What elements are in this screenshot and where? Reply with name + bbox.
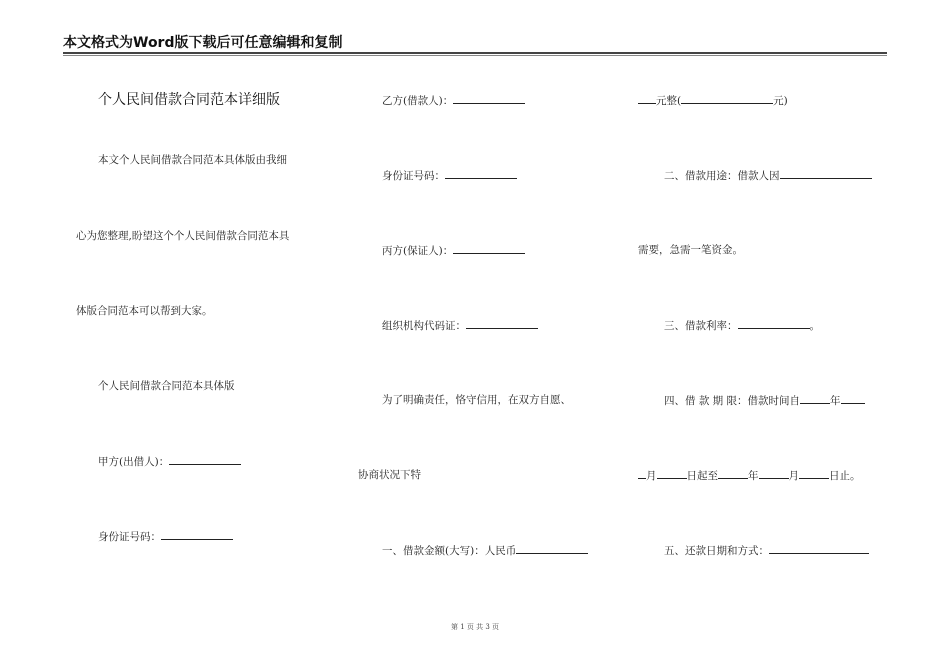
purpose-line-1: 为了明确责任，恪守信用，在双方自愿、 <box>382 394 571 406</box>
amount-yuan-text-2: 元) <box>773 95 788 107</box>
term-month-lead-blank <box>638 468 646 479</box>
intro-line-1: 本文个人民间借款合同范本具体版由我细 <box>98 154 287 166</box>
loan-purpose-line-2: 需要，急需一笔资金。 <box>638 244 743 256</box>
loan-term-row <box>664 393 865 408</box>
loan-purpose-blank <box>780 168 872 179</box>
party-b-label: 乙方(借款人)： <box>382 95 454 107</box>
repayment-row <box>664 543 869 558</box>
interest-rate-row <box>664 318 820 333</box>
id-number-a-blank <box>161 529 233 540</box>
loan-amount-label: 一、借款金额(大写)：人民币 <box>382 545 517 557</box>
id-number-b-blank <box>445 168 517 179</box>
id-number-a-label: 身份证号码： <box>98 531 161 543</box>
term-year2-blank <box>718 468 748 479</box>
interest-rate-label: 三、借款利率： <box>664 320 738 332</box>
interest-rate-end: 。 <box>809 320 820 332</box>
party-b-row <box>382 93 525 108</box>
org-code-blank <box>466 318 538 329</box>
header-rule-thick <box>63 52 887 54</box>
loan-term-row-2 <box>638 468 861 483</box>
purpose-line-2: 协商状况下特 <box>358 469 421 481</box>
repayment-blank <box>769 543 869 554</box>
interest-rate-blank <box>738 318 810 329</box>
amount-yuan-row <box>638 93 788 108</box>
party-a-row <box>98 454 241 469</box>
term-day2-blank <box>799 468 829 479</box>
contract-subtitle: 个人民间借款合同范本具体版 <box>98 380 235 392</box>
party-c-label: 丙方(保证人)： <box>382 245 454 257</box>
term-day-end-label: 日止。 <box>829 470 861 482</box>
loan-purpose-label: 二、借款用途：借款人因 <box>664 170 780 182</box>
term-day-from-label: 日起至 <box>686 470 718 482</box>
loan-term-label: 四、借 款 期 限：借款时间自 <box>664 395 801 407</box>
id-number-a-row <box>98 529 233 544</box>
org-code-row <box>382 318 538 333</box>
amount-yuan-blank-1 <box>638 93 656 104</box>
org-code-label: 组织机构代码证： <box>382 320 466 332</box>
repayment-label: 五、还款日期和方式： <box>664 545 769 557</box>
intro-line-2: 心为您整理,盼望这个个人民间借款合同范本具 <box>76 230 290 242</box>
intro-line-3: 体版合同范本可以帮到大家。 <box>76 305 213 317</box>
document-title: 个人民间借款合同范本详细版 <box>98 92 280 108</box>
party-a-blank <box>169 454 241 465</box>
amount-yuan-text-1: 元整( <box>656 95 682 107</box>
term-month2-label: 月 <box>788 470 799 482</box>
document-header: 本文格式为Word版下载后可任意编辑和复制 <box>63 35 343 51</box>
amount-yuan-blank-2 <box>681 93 773 104</box>
loan-purpose-row <box>664 168 872 183</box>
page-number: 第 1 页 共 3 页 <box>450 623 500 631</box>
header-rule-thin <box>63 55 887 56</box>
term-year2-label: 年 <box>748 470 759 482</box>
party-a-label: 甲方(出借人)： <box>98 456 170 468</box>
loan-amount-blank <box>516 543 588 554</box>
loan-amount-row <box>382 543 588 558</box>
party-b-blank <box>453 93 525 104</box>
id-number-b-label: 身份证号码： <box>382 170 445 182</box>
term-month-blank <box>841 393 865 404</box>
term-year-blank <box>800 393 830 404</box>
party-c-blank <box>453 243 525 254</box>
party-c-row <box>382 243 525 258</box>
term-year-label: 年 <box>830 395 841 407</box>
id-number-b-row <box>382 168 517 183</box>
term-month-label: 月 <box>646 470 657 482</box>
term-month2-blank <box>759 468 789 479</box>
term-day-blank <box>657 468 687 479</box>
